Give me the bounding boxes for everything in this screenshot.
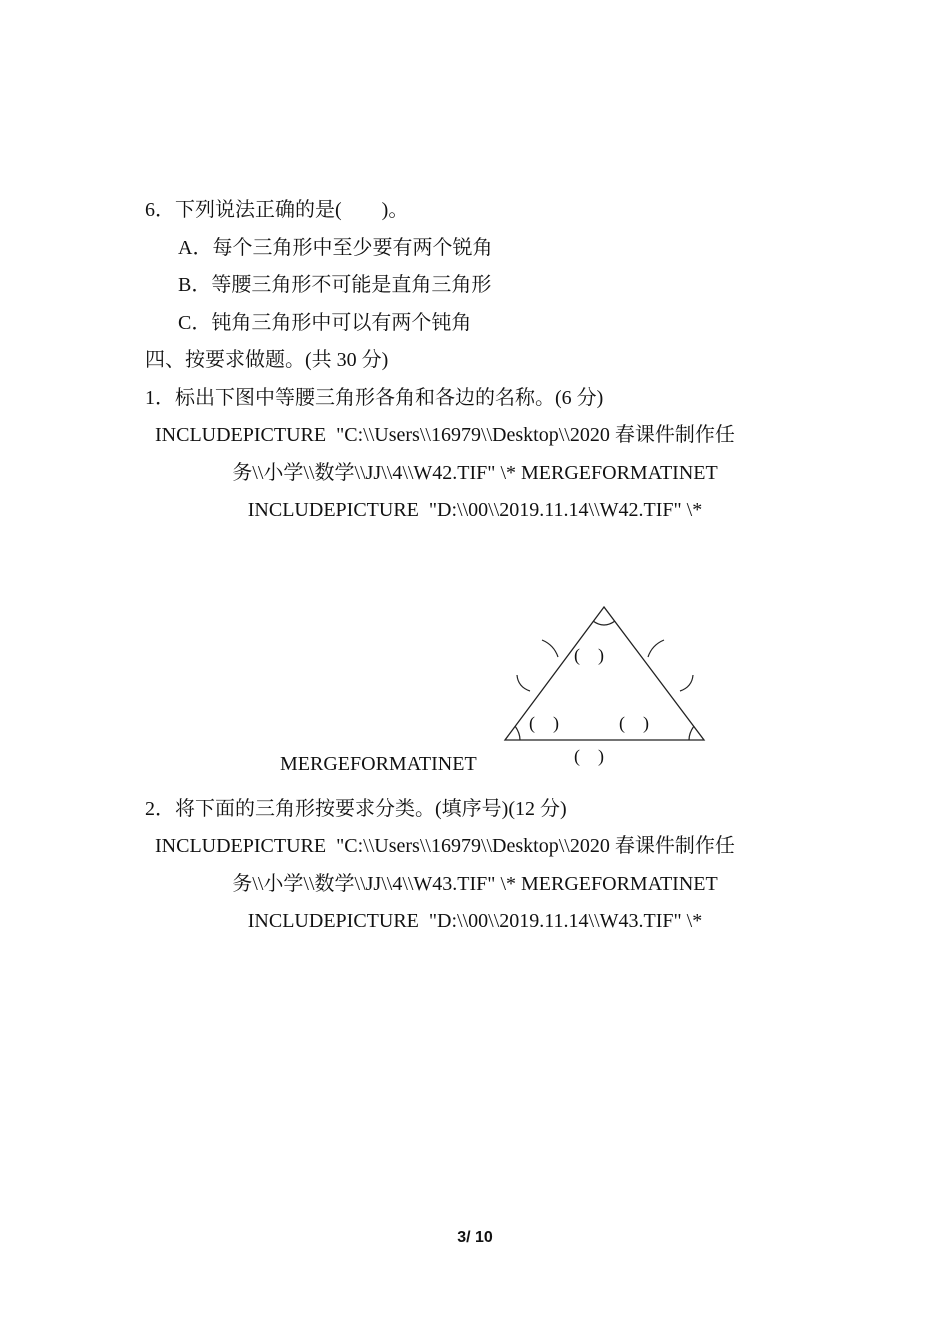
left-base-angle-blank: ( ) <box>529 713 559 733</box>
isosceles-triangle-figure <box>490 595 720 755</box>
q1-field-line-1: INCLUDEPICTURE "C:\\Users\\16979\\Desktop\\2020 春课件制作任 <box>155 424 735 446</box>
question-1-text: 1．标出下图中等腰三角形各角和各边的名称。(6 分) <box>145 387 604 409</box>
left-base-angle-arc <box>515 726 520 740</box>
q1-field-tail: MERGEFORMATINET <box>280 753 477 775</box>
q2-field-line-3: INCLUDEPICTURE "D:\\00\\2019.11.14\\W43.TIF" \* <box>247 910 703 932</box>
left-side-bracket-top <box>542 640 558 657</box>
q1-field-line-3: INCLUDEPICTURE "D:\\00\\2019.11.14\\W42.TIF" \* <box>247 499 703 521</box>
option-c: C．钝角三角形中可以有两个钝角 <box>178 312 472 334</box>
right-base-angle-blank: ( ) <box>619 713 649 733</box>
base-blank: ( ) <box>574 746 604 766</box>
option-a: A．每个三角形中至少要有两个锐角 <box>178 237 493 259</box>
section-4-heading: 四、按要求做题。(共 30 分) <box>145 349 389 371</box>
q2-field-line-1: INCLUDEPICTURE "C:\\Users\\16979\\Desktop\\2020 春课件制作任 <box>155 835 735 857</box>
apex-angle-blank: ( ) <box>574 645 604 665</box>
option-b: B．等腰三角形不可能是直角三角形 <box>178 274 492 296</box>
question-6-stem: 6．下列说法正确的是( )。 <box>145 199 409 221</box>
q1-field-line-2: 务\\小学\\数学\\JJ\\4\\W42.TIF" \* MERGEFORMATINET <box>232 462 718 484</box>
right-side-bracket-top <box>648 640 664 657</box>
right-side-bracket-bottom <box>680 675 693 691</box>
right-base-angle-arc <box>689 726 694 740</box>
q2-field-line-2: 务\\小学\\数学\\JJ\\4\\W43.TIF" \* MERGEFORMATINET <box>232 873 718 895</box>
apex-angle-arc <box>593 621 615 625</box>
left-side-bracket-bottom <box>517 675 530 691</box>
question-2-text: 2．将下面的三角形按要求分类。(填序号)(12 分) <box>145 798 567 820</box>
page-number: 3/ 10 <box>457 1229 493 1246</box>
